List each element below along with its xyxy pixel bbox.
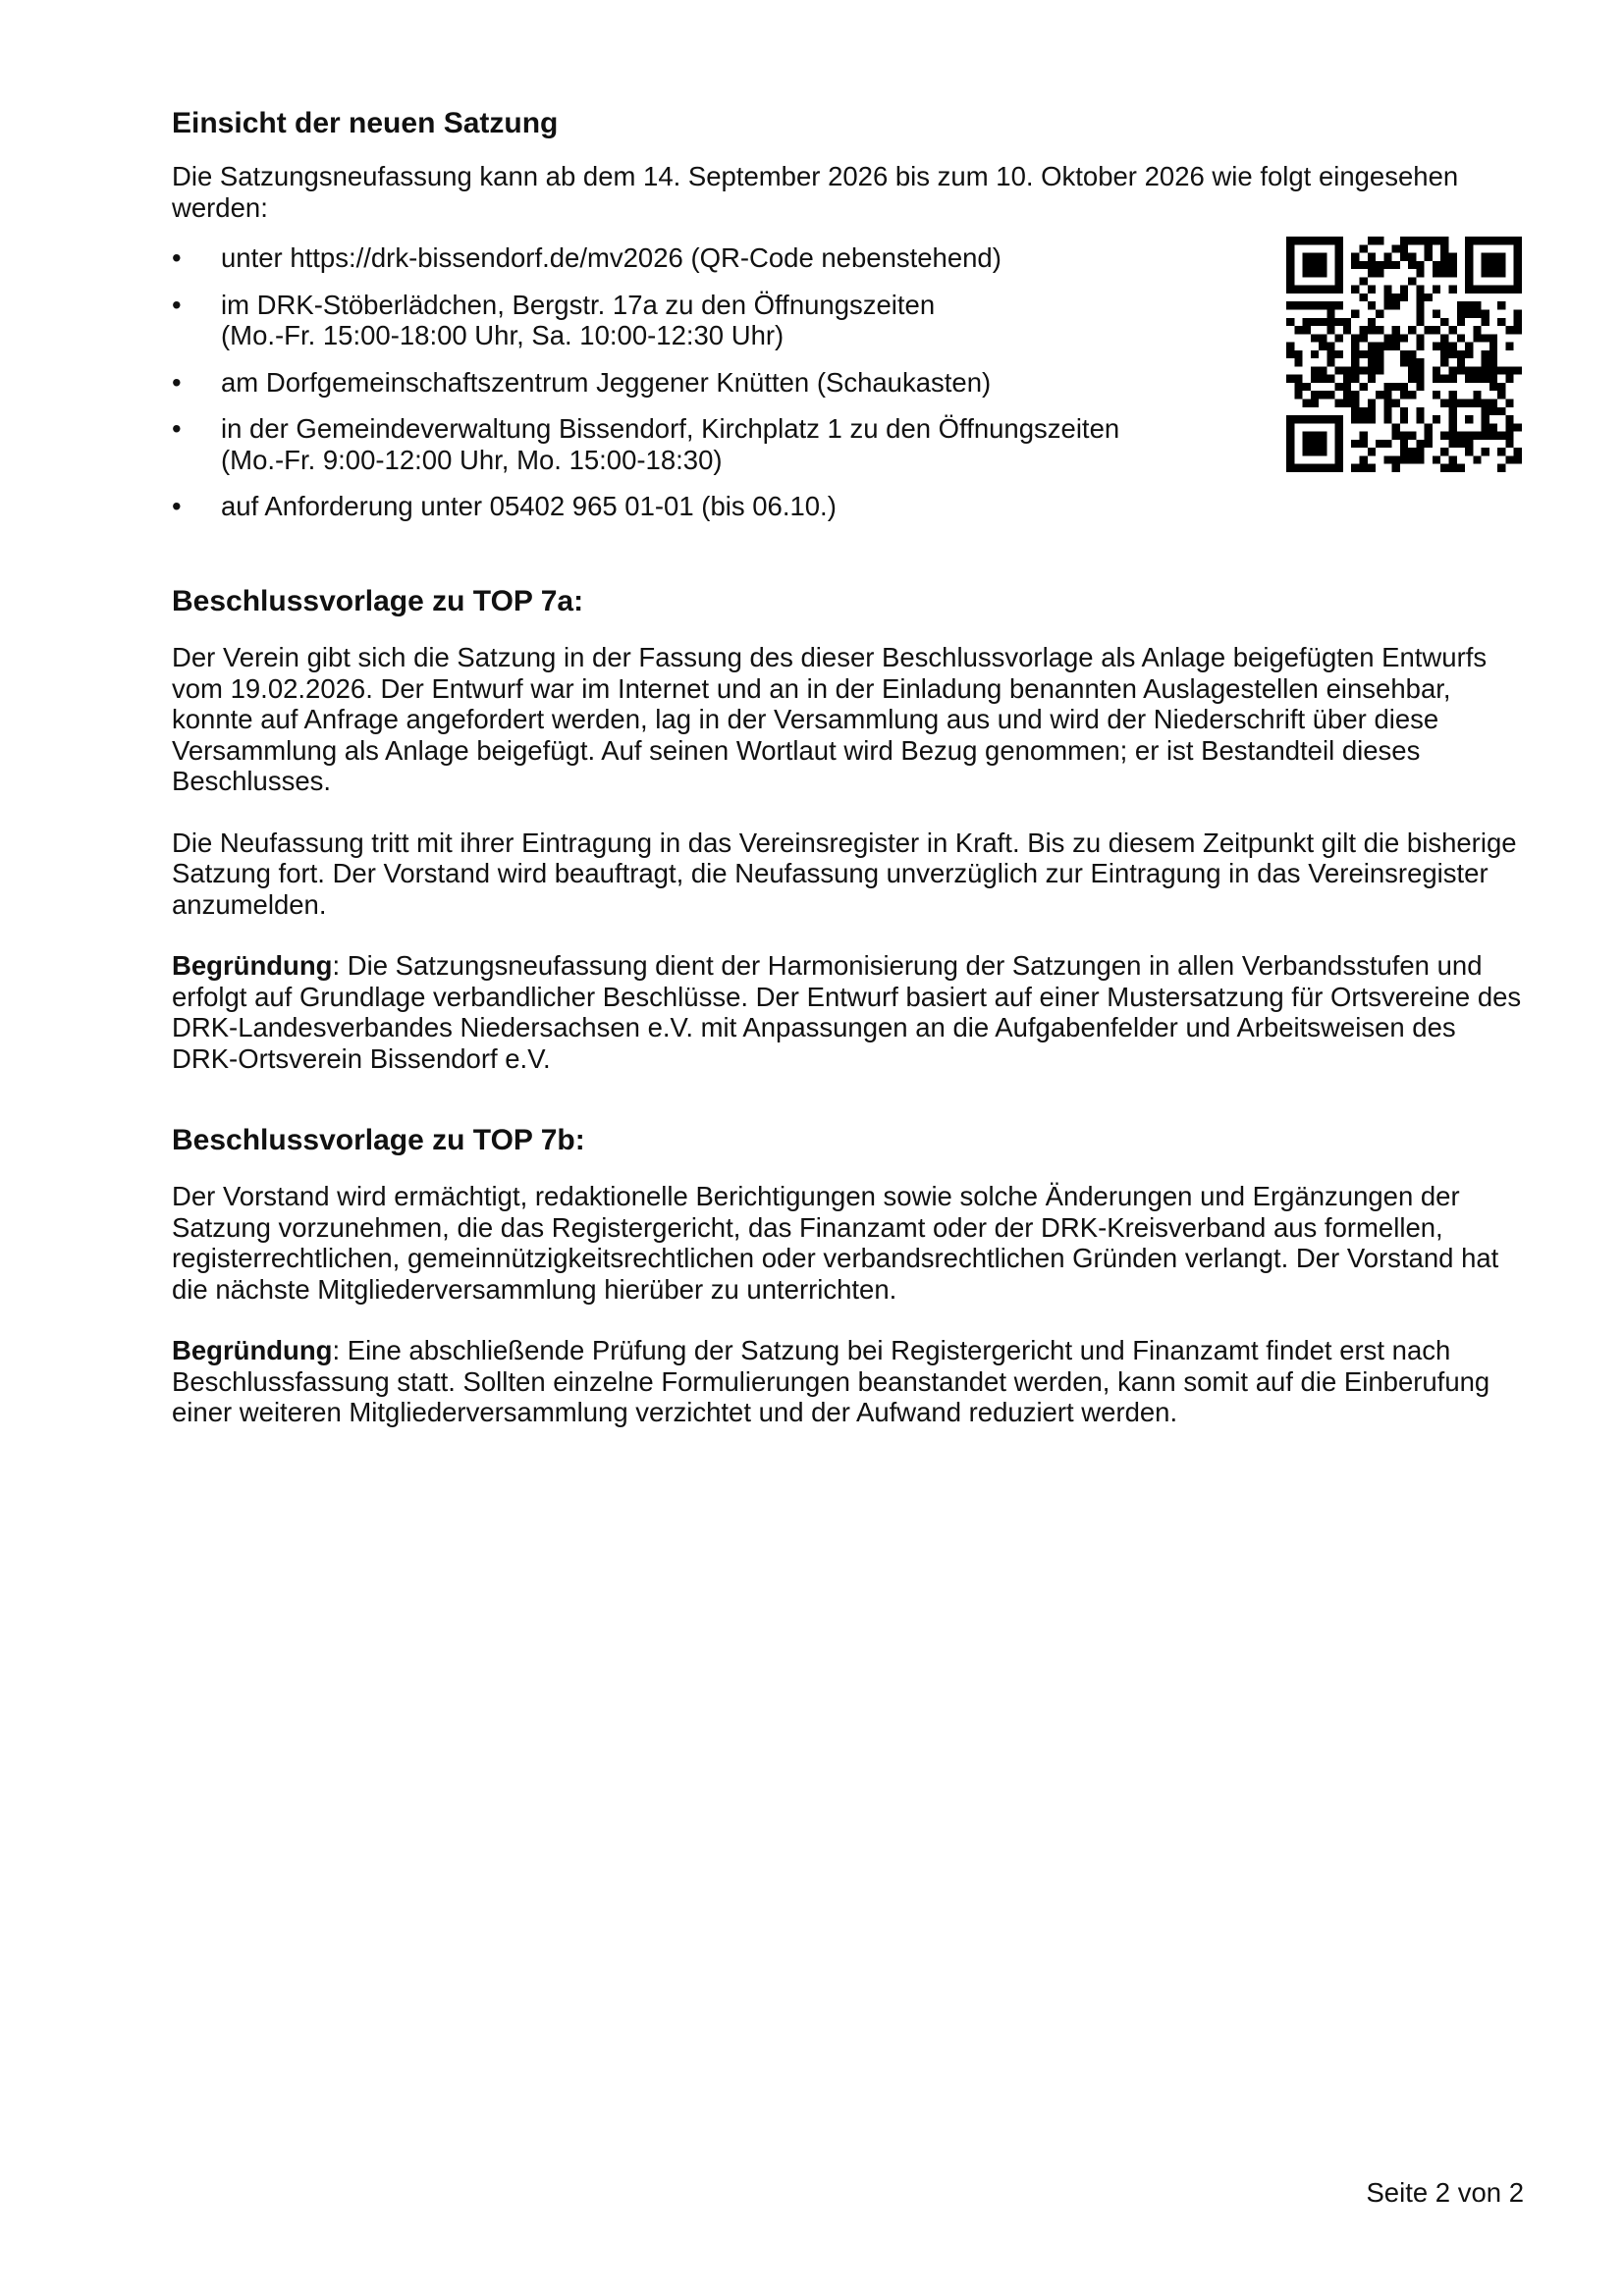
page-content xyxy=(172,106,1527,1428)
list-item xyxy=(172,242,1232,274)
section-top-7a xyxy=(172,584,1527,1074)
list-item xyxy=(172,413,1232,475)
list-item-text: am Dorfgemeinschaftszentrum Jeggener Knütten (Schaukasten) xyxy=(221,366,992,398)
list-item xyxy=(172,290,1232,351)
intro-paragraph: Die Satzungsneufassung kann ab dem 14. September 2026 bis zum 10. Oktober 2026 wie folgt eingesehen werden: xyxy=(172,161,1459,223)
authorization-paragraph: Der Vorstand wird ermächtigt, redaktionelle Berichtigungen sowie solche Änderungen und Ergänzungen der Satzung vorzunehmen, die das Registergericht, das Finanzamt oder der DRK-Kreisverband aus formellen, registerrechtlichen, gemeinnützigkeitsrechtlichen oder verbandsrechtlichen Gründen verlangt. Der Vorstand hat die nächste Mitgliederversammlung hierüber zu unterrichten. xyxy=(172,1181,1499,1305)
section-top-7b xyxy=(172,1123,1527,1428)
reason-label: Begründung xyxy=(172,1335,333,1365)
bullet-icon: • xyxy=(172,242,182,273)
bullet-icon: • xyxy=(172,413,182,444)
list-item xyxy=(172,491,1232,522)
list-item-text: im DRK-Stöberlädchen, Bergstr. 17a zu den Öffnungszeiten xyxy=(221,289,936,320)
section-heading-top-7a: Beschlussvorlage zu TOP 7a: xyxy=(172,585,584,617)
page-number: Seite 2 von 2 xyxy=(1366,2177,1524,2208)
reason-paragraph xyxy=(172,950,1527,1074)
reason-label: Begründung xyxy=(172,950,333,981)
reason-paragraph xyxy=(172,1335,1527,1428)
list-item-subtext: (Mo.-Fr. 15:00-18:00 Uhr, Sa. 10:00-12:30 Uhr) xyxy=(221,320,785,350)
bullet-icon: • xyxy=(172,491,182,521)
section-heading-top-7b: Beschlussvorlage zu TOP 7b: xyxy=(172,1124,585,1156)
list-item-text: unter https://drk-bissendorf.de/mv2026 (QR-Code nebenstehend) xyxy=(221,242,1001,273)
section-heading-einsicht: Einsicht der neuen Satzung xyxy=(172,107,559,139)
qr-code-icon[interactable] xyxy=(1286,237,1522,472)
locations-block xyxy=(172,242,1527,547)
list-item-subtext: (Mo.-Fr. 9:00-12:00 Uhr, Mo. 15:00-18:30) xyxy=(221,444,723,475)
bullet-icon: • xyxy=(172,366,182,398)
list-item-text: auf Anforderung unter 05402 965 01-01 (bis 06.10.) xyxy=(221,491,837,521)
list-item xyxy=(172,367,1232,399)
effective-paragraph: Die Neufassung tritt mit ihrer Eintragung in das Vereinsregister in Kraft. Bis zu diesem Zeitpunkt gilt die bisherige Satzung fort. Der Vorstand wird beauftragt, die Neufassung unverzüglich zur Eintragung in das Vereinsregister anzumelden. xyxy=(172,827,1517,920)
reason-text: : Eine abschließende Prüfung der Satzung bei Registergericht und Finanzamt findet erst nach Beschlussfassung statt. Sollten einzelne Formulierungen beanstandet werden, kann somit auf die Einberufung einer weiteren Mitgliederversammlung verzichtet und der Aufwand reduziert werden. xyxy=(172,1335,1490,1427)
bullet-icon: • xyxy=(172,289,182,320)
resolution-paragraph: Der Verein gibt sich die Satzung in der Fassung des dieser Beschlussvorlage als Anlage beigefügten Entwurfs vom 19.02.2026. Der Entwurf war im Internet und an in der Einladung benannten Auslagestellen einsehbar, konnte auf Anfrage angefordert werden, lag in der Versammlung aus und wird der Niederschrift über diese Versammlung als Anlage beigefügt. Auf seinen Wortlaut wird Bezug genommen; er ist Bestandteil dieses Beschlusses. xyxy=(172,642,1488,796)
locations-list xyxy=(172,242,1232,522)
reason-text: : Die Satzungsneufassung dient der Harmonisierung der Satzungen in allen Verbandsstufen und erfolgt auf Grundlage verbandlicher Beschlüsse. Der Entwurf basiert auf einer Mustersatzung für Ortsvereine des DRK-Landesverbandes Niedersachsen e.V. mit Anpassungen an die Aufgabenfelder und Arbeitsweisen des DRK-Ortsverein Bissendorf e.V. xyxy=(172,950,1522,1074)
list-item-text: in der Gemeindeverwaltung Bissendorf, Kirchplatz 1 zu den Öffnungszeiten xyxy=(221,413,1120,444)
